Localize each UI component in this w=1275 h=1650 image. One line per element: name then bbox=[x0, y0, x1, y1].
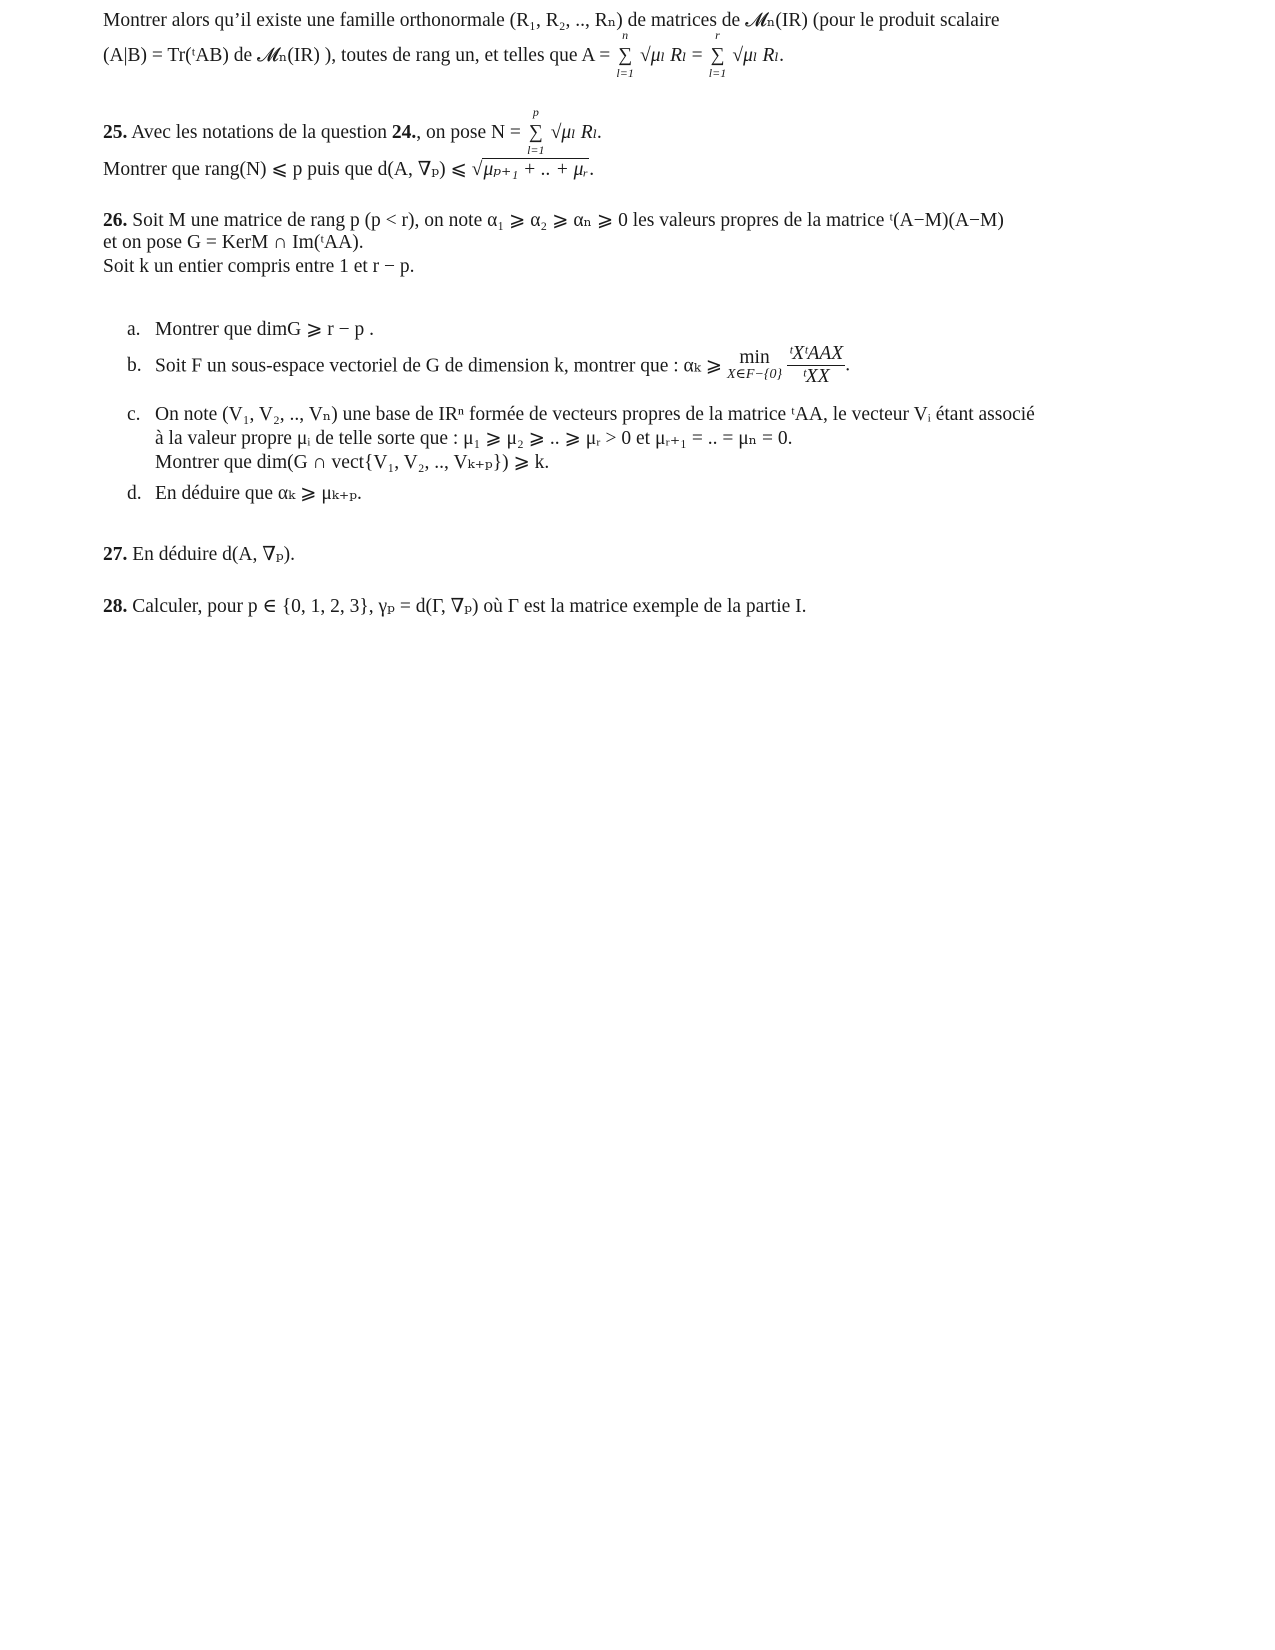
question-25-line-1 bbox=[103, 105, 603, 157]
sub-item-d bbox=[127, 481, 362, 505]
question-text: Soit M une matrice de rang p (p < r), on note α₁ ⩾ α₂ ⩾ αₙ ⩾ 0 les valeurs propres de la matrice ᵗ(A−M)(A−M) bbox=[132, 210, 1004, 231]
min-subscript: X∈F−{0} bbox=[726, 367, 783, 383]
equals-sign: = bbox=[691, 45, 703, 66]
fraction-denominator: ᵗXX bbox=[802, 366, 830, 387]
question-27 bbox=[103, 542, 295, 566]
min-label: min bbox=[739, 346, 770, 368]
intro-line-2 bbox=[103, 28, 785, 80]
item-label: b. bbox=[127, 354, 142, 376]
question-number: 28. bbox=[103, 596, 128, 617]
question-text: Montrer que rang(N) ⩽ p puis que d(A, ∇ₚ) ⩽ bbox=[103, 159, 472, 180]
item-text: Montrer que dimG ⩾ r − p . bbox=[155, 319, 375, 340]
item-text: Soit F un sous-espace vectoriel de G de dimension k, montrer que : αₖ ⩾ bbox=[155, 355, 723, 377]
question-28 bbox=[103, 594, 807, 618]
fraction-numerator: ᵗXᵗAAX bbox=[788, 343, 844, 364]
sum-symbol-2: ∑ r l=1 bbox=[708, 28, 727, 80]
question-26-line-2: et on pose G = KerM ∩ Im(ᵗAA). bbox=[103, 232, 364, 253]
sum-symbol: ∑ n l=1 bbox=[616, 28, 634, 80]
sum-symbol: ∑ p l=1 bbox=[527, 105, 545, 157]
sqrt-expression: √μₚ₊₁ + .. + μᵣ bbox=[471, 159, 589, 180]
sub-item-a bbox=[127, 317, 374, 341]
sum-upper-limit: p bbox=[532, 105, 539, 119]
sum-lower-limit-2: l=1 bbox=[708, 66, 727, 80]
question-number: 25. bbox=[103, 122, 128, 143]
item-text: En déduire que αₖ ⩾ μₖ₊ₚ. bbox=[155, 483, 362, 504]
question-text-cont: , on pose N = bbox=[416, 122, 521, 143]
question-text: Avec les notations de la question bbox=[131, 122, 387, 143]
question-number: 26. bbox=[103, 210, 128, 231]
item-text-line-1: On note (V₁, V₂, .., Vₙ) une base de IRⁿ formée de vecteurs propres de la matrice ᵗAA, le vecteur Vᵢ étant associé bbox=[155, 404, 1035, 425]
sub-item-c-line-3: Montrer que dim(G ∩ vect{V₁, V₂, .., Vₖ₊ₚ}) ⩾ k. bbox=[155, 452, 550, 473]
sum-term-2: √μₗ Rₗ bbox=[732, 45, 780, 66]
sum-lower-limit: l=1 bbox=[527, 143, 545, 157]
sum-lower-limit: l=1 bbox=[616, 66, 634, 80]
sub-item-b bbox=[127, 343, 850, 388]
sum-term: √μₗ Rₗ bbox=[640, 45, 687, 66]
item-label: d. bbox=[127, 483, 142, 504]
min-operator bbox=[727, 348, 782, 383]
item-label: a. bbox=[127, 319, 141, 340]
sqrt-radicand: μₚ₊₁ + .. + μᵣ bbox=[483, 159, 589, 180]
question-26-line-1 bbox=[103, 208, 1004, 232]
intro-line-1: Montrer alors qu’il existe une famille orthonormale (R₁, R₂, .., Rₙ) de matrices de 𝓜ₙ(IR) (pour le produit scalaire bbox=[103, 10, 1000, 31]
intro-end: . bbox=[779, 45, 785, 66]
question-end: . bbox=[589, 159, 595, 180]
sub-item-c-line-2: à la valeur propre μᵢ de telle sorte que : μ₁ ⩾ μ₂ ⩾ .. ⩾ μᵣ > 0 et μᵣ₊₁ = .. = μₙ = 0. bbox=[155, 428, 793, 449]
sum-upper-limit-2: r bbox=[715, 28, 720, 42]
sub-item-c bbox=[127, 402, 1035, 426]
intro-line-2-text: (A|B) = Tr(ᵗAB) de 𝓜ₙ(IR) ), toutes de rang un, et telles que A = bbox=[103, 45, 611, 66]
question-text: Calculer, pour p ∈ {0, 1, 2, 3}, γₚ = d(Γ, ∇ₚ) où Γ est la matrice exemple de la partie I. bbox=[132, 596, 807, 617]
item-end: . bbox=[845, 354, 851, 376]
fraction bbox=[787, 343, 845, 388]
sum-upper-limit: n bbox=[622, 28, 629, 42]
question-reference: 24. bbox=[391, 122, 417, 143]
question-number: 27. bbox=[103, 544, 128, 565]
question-26-line-3: Soit k un entier compris entre 1 et r − p. bbox=[103, 256, 415, 277]
question-25-line-2 bbox=[103, 157, 594, 181]
item-label: c. bbox=[127, 404, 141, 425]
sum-term: √μₗ Rₗ. bbox=[550, 122, 603, 143]
question-text: En déduire d(A, ∇ₚ). bbox=[132, 544, 295, 565]
